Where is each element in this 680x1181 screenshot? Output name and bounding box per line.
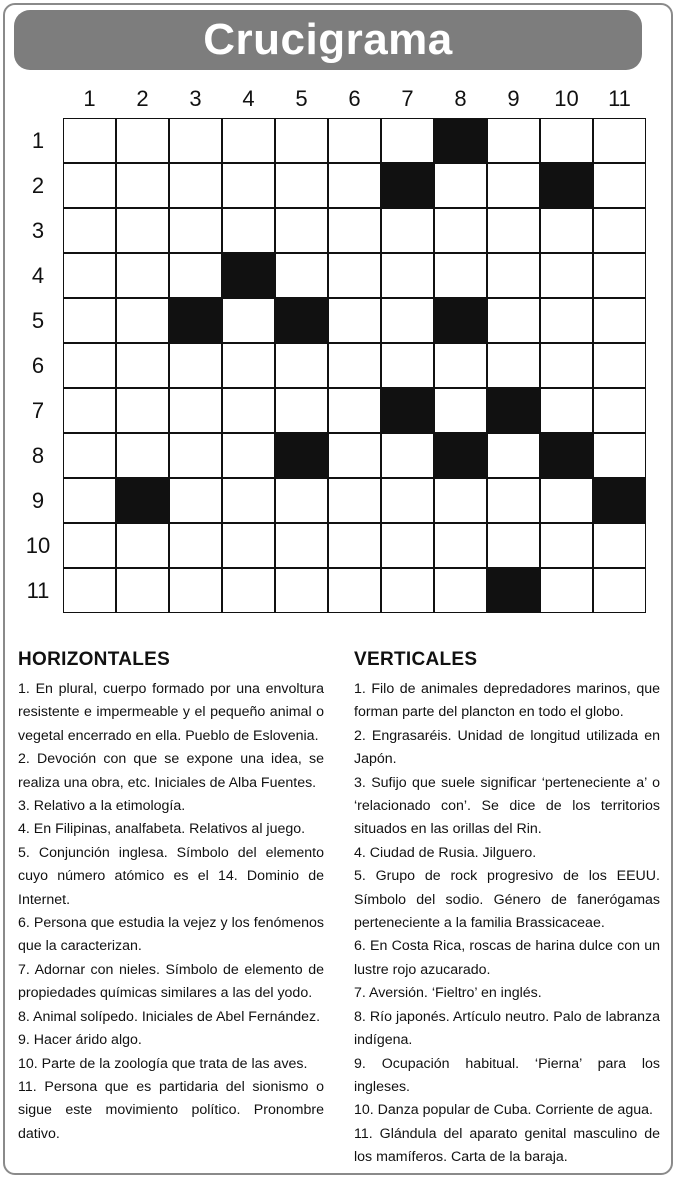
title-banner <box>14 10 642 70</box>
black-cell <box>540 433 593 478</box>
column-number: 10 <box>554 86 579 111</box>
crossword-cell[interactable] <box>434 568 487 613</box>
crossword-cell[interactable] <box>434 388 487 433</box>
crossword-cell[interactable] <box>593 208 646 253</box>
crossword-cell[interactable] <box>540 523 593 568</box>
black-cell <box>275 433 328 478</box>
row-number: 2 <box>31 173 45 198</box>
crossword-cell[interactable] <box>593 118 646 163</box>
verticales-heading: VERTICALES <box>354 649 478 670</box>
row-number: 11 <box>26 578 50 603</box>
crossword-cell[interactable] <box>116 298 169 343</box>
crossword-cell[interactable] <box>169 118 222 163</box>
crossword-cell[interactable] <box>328 253 381 298</box>
column-numbers <box>63 84 646 114</box>
crossword-cell[interactable] <box>116 163 169 208</box>
crossword-cell[interactable] <box>328 118 381 163</box>
crossword-cell[interactable] <box>593 163 646 208</box>
crossword-cell[interactable] <box>116 208 169 253</box>
crossword-cell[interactable] <box>487 208 540 253</box>
crossword-cell[interactable] <box>593 433 646 478</box>
verticales-clue: 5. Grupo de rock progresivo de los EEUU. Símbolo del sodio. Género de fanerógamas perteneciente a la familia Brassicaceae. <box>354 868 660 932</box>
verticales-clue: 3. Sufijo que suele significar ‘perteneciente a’ o ‘relacionado con’. Se dice de los territorios situados en las orillas del Rin. <box>354 774 660 838</box>
column-number: 7 <box>401 86 414 111</box>
crossword-cell[interactable] <box>381 208 434 253</box>
crossword-cell[interactable] <box>593 388 646 433</box>
column-number: 2 <box>136 86 149 111</box>
black-cell <box>487 568 540 613</box>
crossword-cell[interactable] <box>63 298 116 343</box>
crossword-cell[interactable] <box>63 388 116 433</box>
horizontales-clue: 1. En plural, cuerpo formado por una envoltura resistente e impermeable y el pequeño animal o vegetal encerrado en ella. Pueblo de Eslovenia. <box>18 681 324 744</box>
crossword-cell[interactable] <box>275 388 328 433</box>
crossword-grid <box>63 118 646 613</box>
crossword-cell[interactable] <box>328 388 381 433</box>
crossword-cell[interactable] <box>222 208 275 253</box>
crossword-cell[interactable] <box>222 118 275 163</box>
crossword-cell[interactable] <box>434 478 487 523</box>
column-number: 9 <box>507 86 520 111</box>
verticales-clue: 10. Danza popular de Cuba. Corriente de agua. <box>354 1102 653 1119</box>
crossword-cell[interactable] <box>275 163 328 208</box>
crossword-cell[interactable] <box>593 298 646 343</box>
crossword-cell[interactable] <box>328 208 381 253</box>
crossword-cell[interactable] <box>328 433 381 478</box>
horizontales-clue: 11. Persona que es partidaria del sionismo o sigue este movimiento político. Pronombre dativo. <box>18 1078 324 1142</box>
crossword-cell[interactable] <box>487 478 540 523</box>
crossword-cell[interactable] <box>169 433 222 478</box>
crossword-cell[interactable] <box>63 118 116 163</box>
row-number: 10 <box>25 533 51 558</box>
crossword-cell[interactable] <box>169 208 222 253</box>
crossword-cell[interactable] <box>275 343 328 388</box>
crossword-cell[interactable] <box>63 163 116 208</box>
row-number: 7 <box>31 398 45 423</box>
crossword-cell[interactable] <box>222 388 275 433</box>
verticales-clue: 4. Ciudad de Rusia. Jilguero. <box>354 844 537 861</box>
crossword-cell[interactable] <box>63 343 116 388</box>
crossword-cell[interactable] <box>222 478 275 523</box>
crossword-cell[interactable] <box>169 523 222 568</box>
crossword-cell[interactable] <box>63 208 116 253</box>
row-number: 3 <box>31 218 45 243</box>
verticales-clue: 8. Río japonés. Artículo neutro. Palo de labranza indígena. <box>354 1008 660 1049</box>
column-number: 3 <box>189 86 202 111</box>
column-number: 6 <box>348 86 361 111</box>
row-number: 1 <box>31 128 45 153</box>
crossword-cell[interactable] <box>434 208 487 253</box>
crossword-cell[interactable] <box>593 253 646 298</box>
crossword-cell[interactable] <box>275 208 328 253</box>
crossword-cell[interactable] <box>540 298 593 343</box>
crossword-cell[interactable] <box>328 343 381 388</box>
horizontales-clue-list <box>18 678 324 1146</box>
crossword-cell[interactable] <box>222 163 275 208</box>
crossword-cell[interactable] <box>540 253 593 298</box>
verticales-clue: 6. En Costa Rica, roscas de harina dulce con un lustre rojo azucarado. <box>354 938 660 978</box>
crossword-cell[interactable] <box>381 523 434 568</box>
black-cell <box>169 298 222 343</box>
verticales-clue: 2. Engrasaréis. Unidad de longitud utilizada en Japón. <box>354 727 660 768</box>
black-cell <box>434 433 487 478</box>
crossword-cell[interactable] <box>487 298 540 343</box>
crossword-cell[interactable] <box>434 163 487 208</box>
crossword-cell[interactable] <box>328 523 381 568</box>
black-cell <box>381 388 434 433</box>
verticales-clue: 1. Filo de animales depredadores marinos, que forman parte del plancton en todo el globo. <box>354 681 660 721</box>
crossword-cell[interactable] <box>487 433 540 478</box>
crossword-cell[interactable] <box>487 253 540 298</box>
crossword-cell[interactable] <box>222 523 275 568</box>
crossword-cell[interactable] <box>169 388 222 433</box>
crossword-cell[interactable] <box>63 478 116 523</box>
crossword-cell[interactable] <box>487 523 540 568</box>
black-cell <box>381 163 434 208</box>
verticales-clue: 7. Aversión. ‘Fieltro’ en inglés. <box>354 985 542 1002</box>
crossword-cell[interactable] <box>381 478 434 523</box>
crossword-cell[interactable] <box>63 568 116 613</box>
horizontales-heading: HORIZONTALES <box>18 649 171 670</box>
column-number: 1 <box>83 86 96 111</box>
horizontales-clue: 8. Animal solípedo. Iniciales de Abel Fernández. <box>18 1008 321 1025</box>
crossword-cell[interactable] <box>169 343 222 388</box>
crossword-cell[interactable] <box>116 523 169 568</box>
crossword-cell[interactable] <box>275 253 328 298</box>
crossword-cell[interactable] <box>540 568 593 613</box>
row-number: 4 <box>31 263 45 288</box>
crossword-cell[interactable] <box>275 568 328 613</box>
crossword-cell[interactable] <box>593 523 646 568</box>
crossword-cell[interactable] <box>169 163 222 208</box>
crossword-cell[interactable] <box>540 118 593 163</box>
verticales-clue-list <box>354 678 660 1170</box>
crossword-cell[interactable] <box>63 253 116 298</box>
horizontales-clue: 7. Adornar con nieles. Símbolo de elemento de propiedades químicas similares a las del yodo. <box>18 961 324 1002</box>
crossword-cell[interactable] <box>381 343 434 388</box>
horizontales-section <box>18 648 324 1146</box>
horizontales-clue: 2. Devoción con que se expone una idea, se realiza una obra, etc. Iniciales de Alba Fuentes. <box>18 751 324 791</box>
crossword-cell[interactable] <box>381 433 434 478</box>
crossword-cell[interactable] <box>434 343 487 388</box>
crossword-cell[interactable] <box>222 568 275 613</box>
crossword-cell[interactable] <box>381 568 434 613</box>
page-title: Crucigrama <box>203 15 453 64</box>
crossword-cell[interactable] <box>222 298 275 343</box>
horizontales-clue: 10. Parte de la zoología que trata de las aves. <box>18 1055 308 1072</box>
crossword-cell[interactable] <box>540 343 593 388</box>
crossword-cell[interactable] <box>116 568 169 613</box>
crossword-cell[interactable] <box>540 388 593 433</box>
crossword-cell[interactable] <box>487 163 540 208</box>
crossword-cell[interactable] <box>328 568 381 613</box>
crossword-cell[interactable] <box>169 478 222 523</box>
row-number: 5 <box>31 308 45 333</box>
black-cell <box>434 118 487 163</box>
crossword-cell[interactable] <box>116 433 169 478</box>
crossword-cell[interactable] <box>593 568 646 613</box>
crossword-cell[interactable] <box>116 253 169 298</box>
black-cell <box>593 478 646 523</box>
crossword-cell[interactable] <box>169 568 222 613</box>
crossword-cell[interactable] <box>116 388 169 433</box>
crossword-cell[interactable] <box>275 118 328 163</box>
crossword-cell[interactable] <box>63 523 116 568</box>
black-cell <box>222 253 275 298</box>
row-number: 9 <box>31 488 45 513</box>
verticales-clue: 9. Ocupación habitual. ‘Pierna’ para los ingleses. <box>354 1055 660 1095</box>
horizontales-clue: 3. Relativo a la etimología. <box>18 798 186 815</box>
black-cell <box>275 298 328 343</box>
crossword-cell[interactable] <box>487 118 540 163</box>
crossword-cell[interactable] <box>434 523 487 568</box>
crossword-cell[interactable] <box>540 208 593 253</box>
crossword-cell[interactable] <box>593 343 646 388</box>
horizontales-clue: 9. Hacer árido algo. <box>18 1032 142 1049</box>
crossword-cell[interactable] <box>275 478 328 523</box>
black-cell <box>434 298 487 343</box>
crossword-cell[interactable] <box>63 433 116 478</box>
column-number: 11 <box>608 86 631 111</box>
row-number: 8 <box>31 443 45 468</box>
column-number: 8 <box>454 86 467 111</box>
crossword-cell[interactable] <box>116 343 169 388</box>
row-numbers <box>18 118 58 613</box>
black-cell <box>487 388 540 433</box>
black-cell <box>116 478 169 523</box>
horizontales-clue: 6. Persona que estudia la vejez y los fenómenos que la caracterizan. <box>18 915 324 955</box>
horizontales-clue: 4. En Filipinas, analfabeta. Relativos al juego. <box>18 821 306 838</box>
column-number: 4 <box>242 86 255 111</box>
black-cell <box>540 163 593 208</box>
crossword-cell[interactable] <box>328 163 381 208</box>
crossword-cell[interactable] <box>487 343 540 388</box>
crossword-cell[interactable] <box>222 343 275 388</box>
crossword-cell[interactable] <box>381 253 434 298</box>
crossword-cell[interactable] <box>222 433 275 478</box>
crossword-cell[interactable] <box>116 118 169 163</box>
crossword-cell[interactable] <box>328 298 381 343</box>
verticales-section <box>354 648 660 1170</box>
verticales-clue: 11. Glándula del aparato genital masculino de los mamíferos. Carta de la baraja. <box>354 1125 660 1166</box>
crossword-cell[interactable] <box>169 253 222 298</box>
crossword-cell[interactable] <box>275 523 328 568</box>
horizontales-clue: 5. Conjunción inglesa. Símbolo del elemento cuyo número atómico es el 14. Dominio de Internet. <box>18 844 324 908</box>
crossword-cell[interactable] <box>328 478 381 523</box>
crossword-cell[interactable] <box>540 478 593 523</box>
column-number: 5 <box>295 86 308 111</box>
crossword-cell[interactable] <box>381 298 434 343</box>
row-number: 6 <box>31 353 45 378</box>
crossword-cell[interactable] <box>381 118 434 163</box>
crossword-cell[interactable] <box>434 253 487 298</box>
